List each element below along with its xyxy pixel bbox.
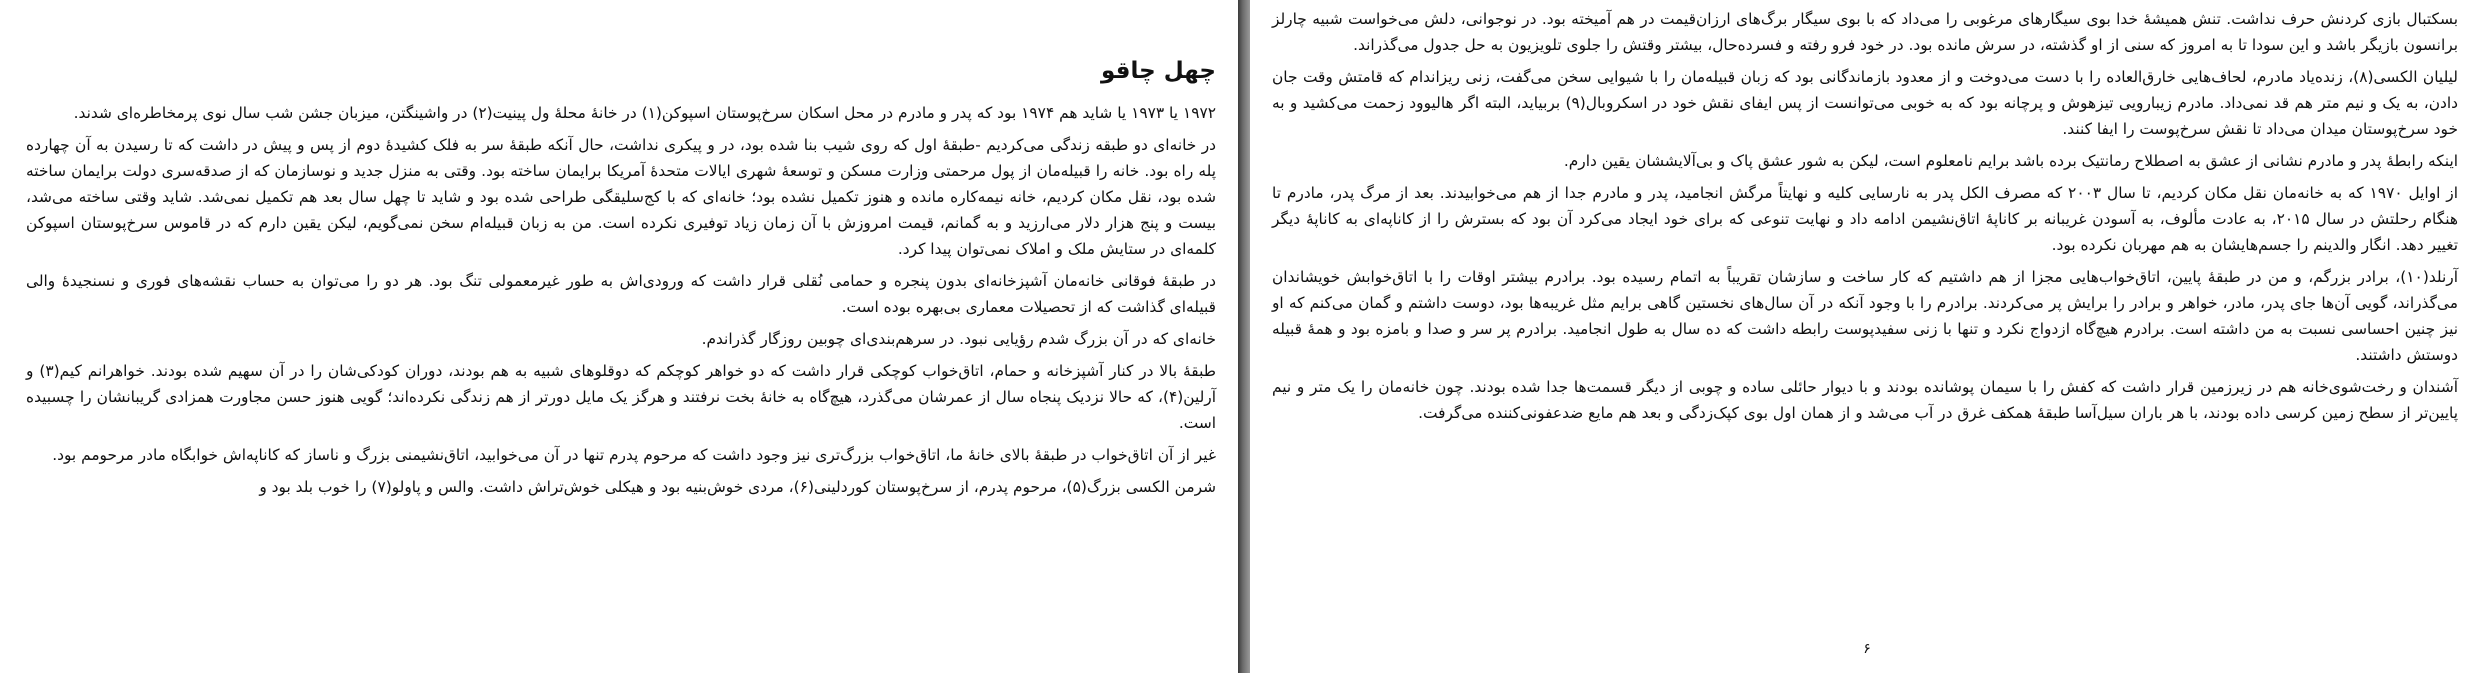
paragraph: لیلیان الکسی(۸)، زنده‌یاد مادرم، لحاف‌هایی خارق‌العاده را با دست می‌دوخت و از معدود بازماندگانی بود که زبان قبیله‌مان را با شیوایی سخن می‌گفت، زنی ریزاندام که قامتش وقت جان دادن، به یک و نیم متر هم قد نمی‌داد. مادرم زیبارویی تیزهوش و پرچانه بود که به خوبی می‌توانست از پس ایفای نقش خود در اسکروبال(۹) بربیاید، البته اگر هالیوود زحمت می‌کشید و به خود سرخ‌پوستان میدان می‌داد تا نقش سرخ‌پوست را ایفا کنند. [1272,68,2458,138]
paragraph: آشندان و رخت‌شوی‌خانه هم در زیرزمین قرار داشت که کفش را با سیمان پوشانده بودند و با دیوار حائلی ساده و چوبی از دیگر قسمت‌ها جدا شده بودند. چون خانه‌مان را یک متر و نیم پایین‌تر از سطح زمین کرسی داده بودند، با هر باران سیل‌آسا طبقهٔ همکف غرق در آب می‌شد و از همان اول بوی کپک‌زدگی و بعد هم مایع ضدعفونی‌کننده می‌گرفت. [1272,378,2458,422]
paragraph: شرمن الکسی بزرگ(۵)، مرحوم پدرم، از سرخ‌پوستان کوردلینی(۶)، مردی خوش‌بنیه بود و هیکلی خوش‌تراش داشت. والس و پاولو(۷) را خوب بلد بود و [259,478,1216,496]
paragraph: خانه‌ای که در آن بزرگ شدم رؤیایی نبود. در سرهم‌بندی‌ای چوبین روزگار گذراندم. [701,330,1216,348]
paragraph: بسکتبال بازی کردنش حرف نداشت. تنش همیشهٔ خدا بوی سیگارهای مرغوبی را می‌داد که با بوی سیگار برگ‌های ارزان‌قیمت در هم آمیخته بود. در نوجوانی، دلش می‌خواست شبیه چارلز برانسون بازیگر باشد و این سودا تا به امروز که سنی از او گذشته، در سرش مانده بود. در خود فرو رفته و فسرده‌حال، بیشتر وقتش را جلوی تلویزیون به حل جدول می‌گذراند. [1272,10,2458,54]
left-page [0,0,1238,673]
paragraph: ۱۹۷۲ یا ۱۹۷۳ یا شاید هم ۱۹۷۴ بود که پدر و مادرم در محل اسکان سرخ‌پوستان اسپوکن(۱) در خانهٔ محلهٔ ول پینیت(۲) در واشینگتن، میزبان جشن شب سال نوی پرمخاطره‌ای شدند. [73,104,1216,122]
right-page [1250,0,2484,673]
paragraph: طبقهٔ بالا در کنار آشپزخانه و حمام، اتاق‌خواب کوچکی قرار داشت که دو خواهر کوچکم که دوقلوهای شبیه به هم بودند، دوران کودکی‌شان را در آن سهیم شده بودند. خواهرانم کیم(۳) و آرلین(۴)، که حالا نزدیک پنجاه سال از عمرشان می‌گذرد، هیچ‌گاه به خانهٔ بخت نرفتند و هرگز یک مایل دورتر از هم زندگی نکرده‌اند؛ گویی هنوز حسن مجاورت همزادی گریبانشان را چسبیده است. [26,362,1216,432]
page-number: ۶ [1863,641,1871,657]
paragraph: غیر از آن اتاق‌خواب در طبقهٔ بالای خانهٔ ما، اتاق‌خواب بزرگ‌تری نیز وجود داشت که مرحوم پدرم تنها در آن می‌خوابید، اتاق‌نشیمنی بزرگ و ناساز که کاناپه‌اش خوابگاه مادر مرحومم بود. [52,446,1216,464]
book-spine-divider [1238,0,1250,673]
paragraph: آرنلد(۱۰)، برادر بزرگم، و من در طبقهٔ پایین، اتاق‌خواب‌هایی مجزا از هم داشتیم که کار ساخت و سازشان تقریباً به اتمام رسیده بود. برادرم بیشتر اوقات را با اتاق‌خوابش خویشاندان می‌گذراند، گویی آن‌ها جای پدر، مادر، خواهر و برادر را برایش پر می‌کردند. برادرم را با وجود آنکه در آن سال‌های نخستین گاهی برایم مثل غریبه‌ها بود، دوست داشتم و گمان می‌کنم که او نیز چنین احساسی نسبت به من داشته است. برادرم هیچ‌گاه ازدواج نکرد و تنها با زنی سفیدپوست رابطه داشت که ده سال به طول انجامید. برادرم پر سر و صدا و بامزه بود و همهٔ قبیله دوستش داشتند. [1272,268,2458,364]
chapter-title: چهل چاقو [1101,58,1216,84]
paragraph: اینکه رابطهٔ پدر و مادرم نشانی از عشق به اصطلاح رمانتیک برده باشد برایم نامعلوم است، لیکن به شور عشق پاک و بی‌آلایششان یقین دارم. [1563,152,2458,170]
paragraph: در طبقهٔ فوقانی خانه‌مان آشپزخانه‌ای بدون پنجره و حمامی نُقلی قرار داشت که ورودی‌اش به طور غیرمعمولی تنگ بود. هر دو را می‌توان به حساب نقشه‌های فوری و نسنجیدهٔ والی قبیله‌ای گذاشت که از تحصیلات معماری بی‌بهره بوده است. [26,272,1216,316]
paragraph: در خانه‌ای دو طبقه زندگی می‌کردیم -طبقهٔ اول که روی شیب بنا شده بود، در و پیکری نداشت، حال آنکه طبقهٔ سر به فلک کشیدهٔ دوم از پس و پیش در داشت که تا رسیدن به آن چهارده پله راه بود. خانه را قبیله‌مان از پول مرحمتی وزارت مسکن و توسعهٔ شهری ایالات متحدهٔ آمریکا برایمان ساخته بود. وقتی به منزل جدید و نوسازمان که از صدقه‌سری دولت برایمان ساخته شده بود، نقل مکان کردیم، خانه نیمه‌کاره مانده و هنوز تکمیل نشده بود؛ خانه‌ای که با کج‌سلیقگی طراحی شده بود و شاید تا چهل سال بعد هم تکمیل نمی‌شد. شاید وقتی ساخته می‌شد، بیست و پنج هزار دلار می‌ارزید و به گمانم، قیمت امروزش با آن زمان زیاد توفیری نکرده است. من به زبان قبیله‌ام سخن نمی‌گویم، لیکن یقین دارم که در قاموس سرخ‌پوستان اسپوکن کلمه‌ای در ستایش ملک و املاک نمی‌توان پیدا کرد. [26,136,1216,258]
paragraph: از اوایل ۱۹۷۰ که به خانه‌مان نقل مکان کردیم، تا سال ۲۰۰۳ که مصرف الکل پدر به نارسایی کلیه و نهایتاً مرگش انجامید، پدر و مادرم جدا از هم می‌خوابیدند. بعد از مرگ پدر، مادرم تا هنگام رحلتش در سال ۲۰۱۵، به عادت مألوف، به آسودن غریبانه بر کاناپهٔ اتاق‌نشیمن ادامه داد و نهایت تنوعی که برای خود ایجاد می‌کرد آن بود که بسترش را از کاناپه‌ای به کاناپهٔ دیگر تغییر دهد. انگار والدینم را جسم‌هایشان به هم مهربان نکرده بود. [1272,184,2459,254]
